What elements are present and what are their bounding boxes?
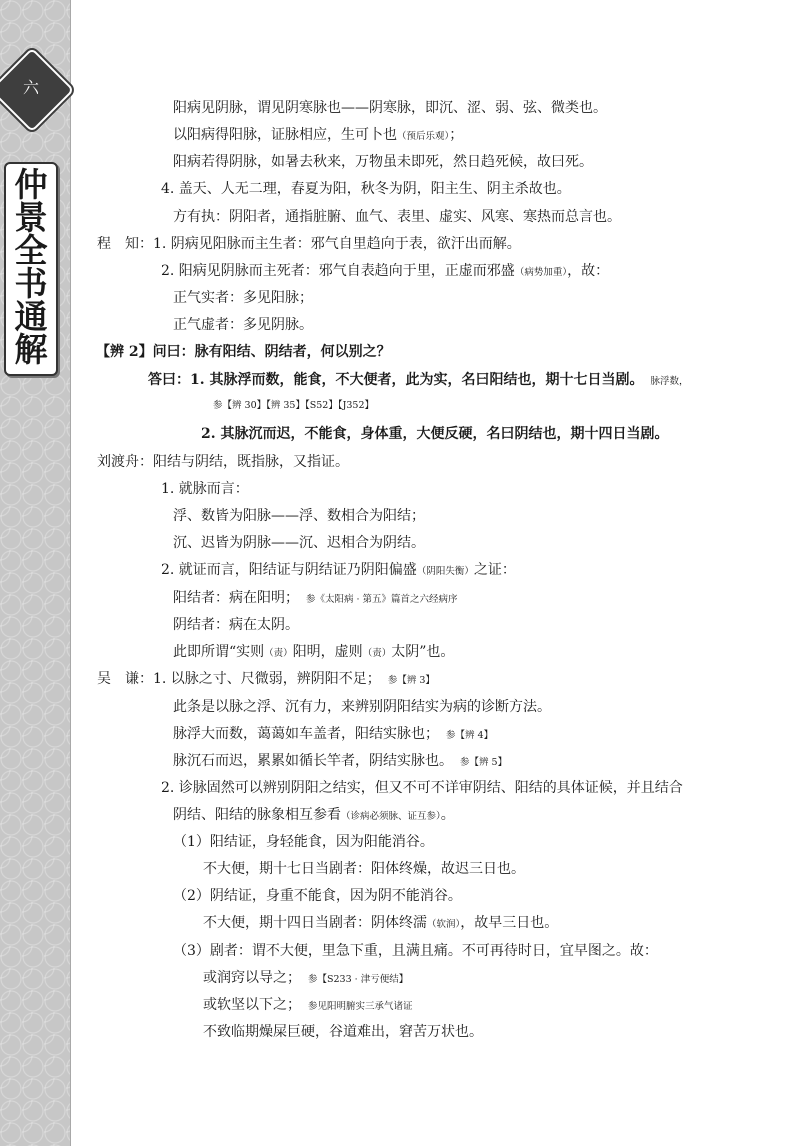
text-line [203, 994, 413, 1016]
cross-reference: 参见阳明腑实三承气诸证 [308, 1001, 413, 1012]
text-line [173, 587, 458, 609]
book-title-char: 通 [14, 297, 48, 336]
text-line: 沉、迟皆为阴脉——沉、迟相合为阴结。 [173, 535, 425, 551]
cross-reference: 参【辨 4】 [446, 730, 494, 741]
book-title-char: 景 [14, 198, 48, 237]
text: 吴 谦：1. 以脉之寸、尺微弱，辨阴阳不足； [97, 671, 374, 687]
text: 阳结者：病在阳明； [173, 590, 292, 606]
text-line [173, 723, 493, 745]
book-title-char: 仲 [14, 165, 48, 204]
cross-reference: 参【辨 5】 [460, 757, 508, 768]
cross-reference: 脉浮数， [650, 376, 689, 387]
text-line: 4. 盖天、人无二理，春夏为阳，秋冬为阴，阳主生、阴主杀故也。 [161, 181, 571, 197]
text-line [97, 668, 435, 690]
text-line: 2. 诊脉固然可以辨别阴阳之结实，但又不可不详审阴结、阳结的具体证候，并且结合 [161, 780, 683, 796]
text: 或软坚以下之； [203, 997, 294, 1013]
text: 以阳病得阳脉，证脉相应，生可卜也 [173, 127, 397, 143]
text: ，故： [567, 263, 610, 279]
answer-text: 答曰：1. 其脉浮而数，能食，不大便者，此为实，名曰阳结也，期十七日当剧。 [148, 372, 637, 388]
book-title-char: 书 [14, 264, 48, 303]
text: 不大便，期十四日当剧者：阴体终濡 [203, 915, 427, 931]
text-line: 不致临期燥屎巨硬，谷道难出，窘苦万状也。 [203, 1024, 483, 1040]
cross-reference: 参【辨 3】 [387, 675, 435, 686]
text-line: 方有执：阴阳者，通指脏腑、血气、表里、虚实、风寒、寒热而总言也。 [173, 209, 621, 225]
cross-reference: 参【S233 · 津亏便结】 [308, 974, 409, 985]
text-line [203, 912, 558, 934]
answer-text: 2. 其脉沉而迟，不能食，身体重，大便反硬，名曰阴结也，期十四日当剧。 [201, 426, 669, 442]
text: 之证： [473, 562, 516, 578]
text-line [173, 750, 507, 772]
text-line: 此条是以脉之浮、沉有力，来辨别阴阳结实为病的诊断方法。 [173, 699, 551, 715]
annotation-note: （诊病必须脉、证互参） [341, 811, 441, 822]
page-number: 六 [22, 78, 39, 97]
cross-reference: 参《太阳病 · 第五》篇首之六经病序 [306, 594, 458, 605]
text-line: 阳病见阴脉，谓见阴寒脉也——阴寒脉，即沉、涩、弱、弦、微类也。 [173, 100, 607, 116]
text-line [173, 641, 454, 663]
annotation-note: （软润） [427, 919, 461, 930]
text-line [203, 967, 408, 989]
text-line: 程 知：1. 阴病见阳脉而主生者：邪气自里趋向于表，欲汗出而解。 [97, 236, 521, 252]
book-title-char: 全 [14, 231, 48, 270]
text: 脉浮大而数，蔼蔼如车盖者，阳结实脉也； [173, 726, 432, 742]
text: 此即所谓“实则 [173, 644, 265, 660]
text-line: 阴结者：病在太阴。 [173, 617, 299, 633]
annotation-note: （预后乐观） [397, 131, 450, 142]
text-line: 1. 就脉而言： [161, 481, 249, 497]
text-line: 不大便，期十七日当剧者：阳体终燥，故迟三日也。 [203, 861, 525, 877]
text-line: 刘渡舟：阳结与阴结，既指脉，又指证。 [97, 454, 349, 470]
text-line: 阳病若得阴脉，如暑去秋来，万物虽未即死，然日趋死候，故曰死。 [173, 154, 593, 170]
text: ； [449, 127, 464, 143]
cross-reference: 参【辨 30】【辨 35】【S52】【J352】 [213, 400, 375, 411]
text-line [161, 260, 609, 282]
text: 阴结、阳结的脉象相互参看 [173, 807, 341, 823]
text: 或润窍以导之； [203, 970, 294, 986]
annotation-note: （病势加重） [514, 267, 568, 278]
annotation-note: （责） [264, 648, 293, 659]
text: 太阴”也。 [391, 644, 455, 660]
text: ，故早三日也。 [460, 915, 559, 931]
text-line: （2）阴结证，身重不能食，因为阴不能消谷。 [173, 888, 462, 904]
text-line: 正气实者：多见阳脉； [173, 290, 313, 306]
text: 。 [440, 807, 455, 823]
text: 2. 阳病见阴脉而主死者：邪气自表趋向于里，正虚而邪盛 [161, 263, 515, 279]
annotation-note: （责） [362, 648, 392, 659]
text: 2. 就证而言，阳结证与阴结证乃阴阳偏盛 [161, 562, 417, 578]
section-heading: 【辨 2】问曰：脉有阳结、阴结者，何以别之？ [96, 344, 391, 360]
text: 脉沉石而迟，累累如循长竿者，阴结实脉也。 [173, 753, 446, 769]
text-line [148, 369, 689, 391]
text-line: （1）阳结证，身轻能食，因为阳能消谷。 [173, 834, 434, 850]
text-line [161, 559, 516, 581]
text-line [173, 804, 455, 826]
book-title-char: 解 [14, 330, 48, 369]
annotation-note: （阴阳失衡） [416, 566, 474, 577]
text-line [173, 124, 463, 146]
text: 阳明，虚则 [292, 644, 363, 660]
text-line: 浮、数皆为阳脉——浮、数相合为阳结； [173, 508, 425, 524]
text-line: （3）剧者：谓不大便，里急下重，且满且痛。不可再待时日，宜早图之。故： [173, 943, 658, 959]
text-line: 正气虚者：多见阴脉。 [173, 317, 313, 333]
